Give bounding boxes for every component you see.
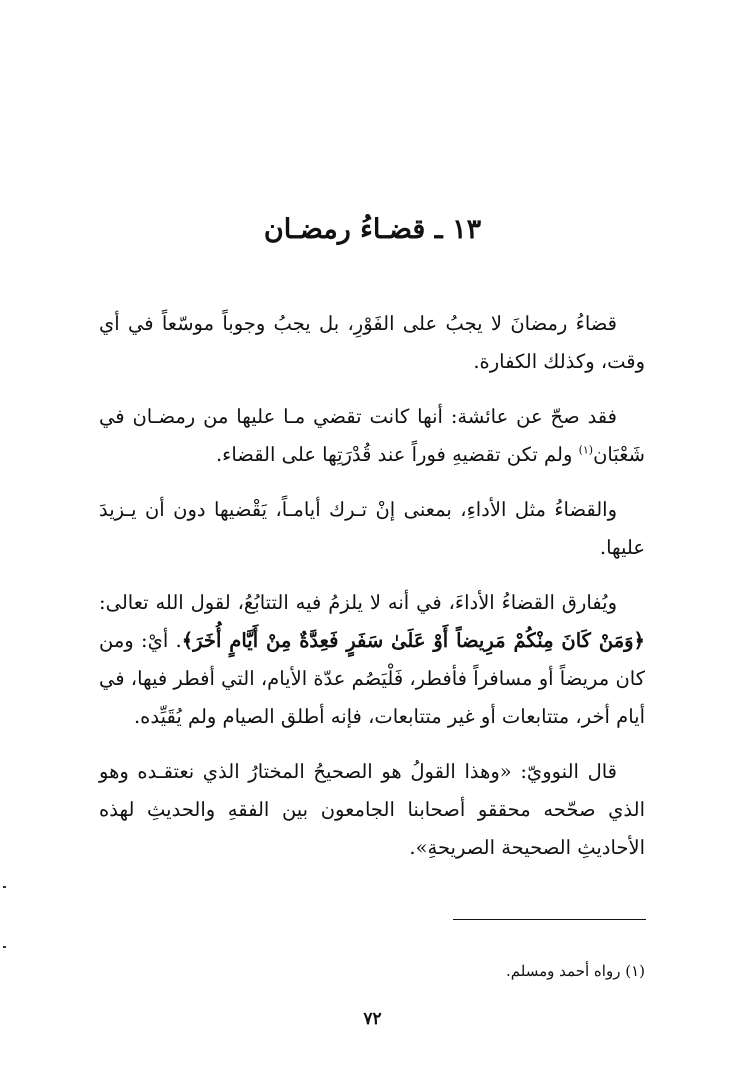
paragraph-2 [99, 398, 645, 474]
paragraph-4-text: ويُفارق القضاءُ الأداءَ، في أنه لا يلزمُ فيه التتابُعُ، لقول الله تعالى: [99, 591, 617, 614]
page-number: ٧٢ [363, 1009, 382, 1029]
paragraph-2-text: فقد صحّ عن عائشة: أنها كانت تقضي مـا عليها من رمضـان في [99, 405, 617, 428]
paragraph-4-rest: . أيْ: ومن كان مريضاً أو مسافراً فأفطر، فَلْيَصُم عدّة الأيام، التي أفطر فيها، في أيام أخر، متتابعات أو غير متتابعات، فإنه أطلق الصيام ولم يُقَيِّده. [99, 629, 645, 728]
margin-mark [3, 946, 6, 948]
shaban-word: شَعْبَان [593, 443, 645, 466]
margin-mark [3, 886, 6, 888]
paragraph-3: والقضاءُ مثل الأداءِ، بمعنى إنْ تـرك أيامـاً، يَقْضيها دون أن يـزيدَ عليها. [99, 498, 645, 559]
paragraph-1: قضاءُ رمضانَ لا يجبُ على الفَوْرِ، بل يجبُ وجوباً موسّعاً في أي وقت، وكذلك الكفارة. [99, 312, 645, 373]
footnote-ref[interactable]: (١) [578, 443, 594, 457]
footnote-divider [453, 919, 646, 920]
paragraph-5: قال النوويّ: «وهذا القولُ هو الصحيحُ المختارُ الذي نعتقـده وهو الذي صحّحه محققو أصحابنا الجامعون بين الفقهِ والحديثِ لهذه الأحاديثِ الصحيحة الصريحةِ». [99, 760, 645, 859]
paragraph-4 [99, 584, 645, 736]
quran-verse: ﴿وَمَنْ كَانَ مِنْكُمْ مَرِيضاً أَوْ عَلَىٰ سَفَرٍ فَعِدَّةٌ مِنْ أَيَّامٍ أُخَرَ﴾ [181, 629, 645, 652]
footnote: (١) رواه أحمد ومسلم. [506, 962, 645, 980]
body-text [99, 305, 645, 884]
paragraph-2-rest: ولم تكن تقضيهِ فوراً عند قُدْرَتِها على القضاء. [215, 443, 579, 466]
chapter-title: ١٣ ـ قضـاءُ رمضـان [263, 214, 482, 245]
